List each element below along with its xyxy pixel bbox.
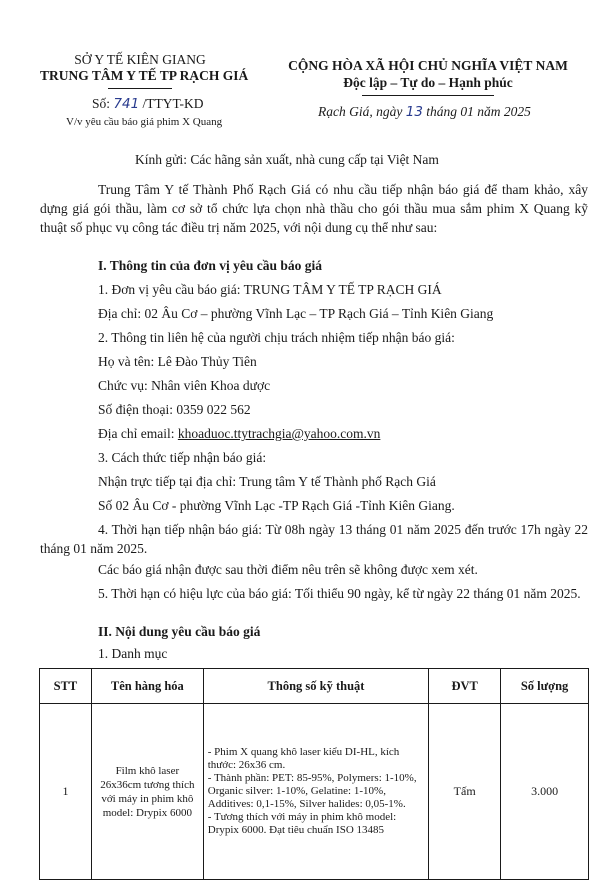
contact-info-heading: 2. Thông tin liên hệ của người chịu trách nhiệm tiếp nhận báo giá:	[98, 330, 455, 345]
org-parent: SỞ Y TẾ KIÊN GIANG	[74, 52, 206, 67]
org-name: TRUNG TÂM Y TẾ TP RẠCH GIÁ	[40, 68, 249, 83]
spec-line: - Tương thích với máy in phim khô model: Drypix 6000. Đạt tiêu chuẩn ISO 13485	[207, 811, 397, 836]
cell-unit: Tấm	[429, 704, 501, 880]
document-date	[318, 104, 531, 120]
doc-number-prefix: Số:	[92, 96, 111, 111]
receive-method-heading: 3. Cách thức tiếp nhận báo giá:	[98, 450, 267, 465]
doc-number-suffix: /TTYT-KD	[142, 96, 204, 111]
date-suffix: tháng 01 năm 2025	[426, 104, 531, 119]
cell-quantity: 3.000	[501, 704, 589, 880]
section-2-title: II. Nội dung yêu cầu báo giá	[98, 624, 261, 639]
contact-email-link[interactable]: khoaduoc.ttytrachgia@yahoo.com.vn	[177, 426, 381, 441]
doc-number	[92, 96, 204, 112]
contact-email-row	[98, 426, 380, 442]
table-row	[40, 704, 589, 880]
intro-paragraph: Trung Tâm Y tế Thành Phố Rạch Giá có nhu cầu tiếp nhận báo giá để tham khảo, xây dựng giá gói thầu, làm cơ sở tổ chức lựa chọn nhà thầu cho gói thầu mua sắm phim X Quang kỹ thuật số phục vụ công tác điều trị năm 2025, với nội dung cụ thể như sau:	[40, 182, 588, 235]
doc-subject: V/v yêu cầu báo giá phim X Quang	[66, 116, 223, 128]
section-1-title: I. Thông tin của đơn vị yêu cầu báo giá	[98, 258, 323, 273]
spec-line: - Phim X quang khô laser kiểu DI-HL, kích thước: 26x36 cm.	[207, 746, 400, 771]
cell-specs	[203, 704, 428, 880]
header-quantity: Số lượng	[501, 669, 589, 704]
cell-item-name: Film khô laser 26x36cm tương thích với máy in phim khô model: Drypix 6000	[91, 704, 203, 880]
contact-position: Chức vụ: Nhân viên Khoa dược	[98, 378, 271, 393]
org-underline	[108, 88, 172, 89]
late-note: Các báo giá nhận được sau thời điểm nêu trên sẽ không được xem xét.	[98, 562, 478, 577]
header-stt: STT	[40, 669, 92, 704]
contact-name: Họ và tên: Lê Đào Thủy Tiên	[98, 354, 257, 369]
receive-direct: Nhận trực tiếp tại địa chỉ: Trung tâm Y tế Thành phố Rạch Giá	[98, 474, 436, 489]
receive-address: Số 02 Âu Cơ - phường Vĩnh Lạc -TP Rạch Giá -Tỉnh Kiên Giang.	[98, 498, 455, 513]
motto: Độc lập – Tự do – Hạnh phúc	[343, 75, 513, 90]
requester-address: Địa chỉ: 02 Âu Cơ – phường Vĩnh Lạc – TP Rạch Giá – Tỉnh Kiên Giang	[98, 306, 494, 321]
contact-phone: Số điện thoại: 0359 022 562	[98, 402, 251, 417]
header-specs: Thông số kỹ thuật	[203, 669, 428, 704]
header-unit: ĐVT	[429, 669, 501, 704]
header-item-name: Tên hàng hóa	[91, 669, 203, 704]
list-title: 1. Danh mục	[98, 646, 168, 661]
deadline-paragraph: 4. Thời hạn tiếp nhận báo giá: Từ 08h ngày 13 tháng 01 năm 2025 đến trước 17h ngày 22 tháng 01 năm 2025.	[40, 522, 588, 556]
date-day-handwritten: 13	[405, 104, 423, 120]
date-prefix: Rạch Giá, ngày	[318, 104, 403, 119]
contact-email-label: Địa chỉ email:	[98, 426, 175, 441]
spec-line: - Thành phần: PET: 85-95%, Polymers: 1-10%, Organic silver: 1-10%, Gelatine: 1-10%, Additives: 0,1-15%, Silver halides: 0,05-1%.	[207, 772, 417, 810]
requester-unit: 1. Đơn vị yêu cầu báo giá: TRUNG TÂM Y TẾ TP RẠCH GIÁ	[98, 282, 442, 297]
country-name: CỘNG HÒA XÃ HỘI CHỦ NGHĨA VIỆT NAM	[288, 58, 568, 73]
cell-stt: 1	[40, 704, 92, 880]
doc-number-handwritten: 741	[113, 96, 140, 112]
motto-underline	[362, 95, 494, 96]
recipient: Kính gửi: Các hãng sản xuất, nhà cung cấp tại Việt Nam	[135, 152, 439, 167]
items-table	[39, 668, 589, 880]
validity-paragraph: 5. Thời hạn có hiệu lực của báo giá: Tối thiểu 90 ngày, kể từ ngày 22 tháng 01 năm 2025.	[98, 586, 581, 601]
table-header-row	[40, 669, 589, 704]
